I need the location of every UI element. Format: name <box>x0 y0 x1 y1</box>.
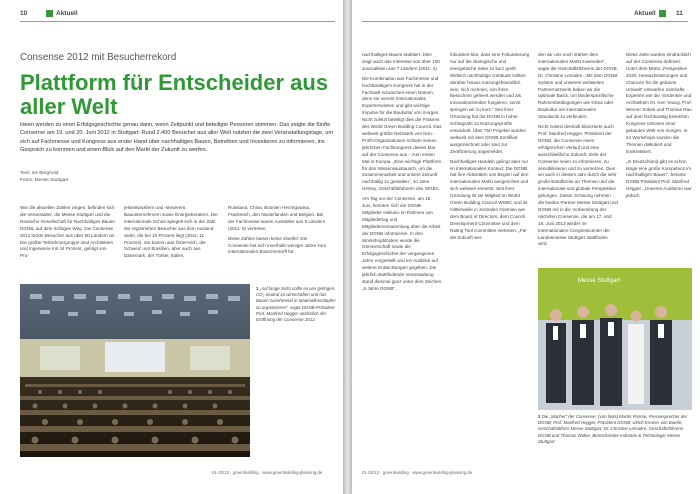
article-lead: Ideen werden zu einer Erfolgsgeschichte genau dann, wenn Zeitpunkt und beteiligte Personen stimmen. Das zeigte die fünfte Consense am 19. und 20. Juni 2012 in Stuttgart: Rund 2.400 Besucher aus aller Welt nutzten die zwei Veranstaltungstage, um sich auf Fachmesse und Kongress aus erster Hand über nachhaltiges Bauen, Betreiben und Investieren zu informieren, ins Gespräch zu kommen und einen Blick auf den Markt der Zukunft zu werfen. <box>20 122 334 154</box>
conference-hall-photo <box>20 284 250 457</box>
article-title: Plattform für Entscheider aus aller Welt <box>20 70 329 119</box>
body-paragraph: Diese Zahlen lassen keine Zweifel: Die Consense hat sich innerhalb weniger Jahre zum internationalen Branchentreff für <box>228 235 327 255</box>
page-footer-right: 01·02/13 · greenbuilding · www.greenbuilding-planning.de <box>362 470 473 475</box>
body-paragraph: nachhaltiges Bauen etabliert. Dies zeigt auch das Interesse von über 100 Journalisten aus 7 Ländern (2011: 4). <box>362 52 440 71</box>
body-column-4 <box>626 52 692 203</box>
section-label-right: Aktuell <box>634 10 666 17</box>
header-rule-right <box>362 21 688 22</box>
page-gutter <box>343 0 352 494</box>
credit-text: Text: Iris Berghold <box>20 171 59 176</box>
body-column-3 <box>538 52 618 251</box>
header-rule-left <box>20 21 335 22</box>
page-number-left: 10 <box>20 10 28 17</box>
left-page <box>0 0 343 494</box>
article-kicker: Consense 2012 mit Besucherrekord <box>20 52 177 63</box>
right-page <box>352 0 700 494</box>
body-paragraph: Am Tag vor der Consense, am 18. Juni, konnten sich die DGNB-Mitglieder exklusiv im Rahmen von Mitgliedertag und Mitgliederversammlung über die Arbeit der DGNB informieren. In drei Workshopblöcken wurde die Gemeinschaft sowie die Erfolgsgeschichte der vergangenen Jahre vorgestellt und ein Ausblick auf weitere Entwicklungen gegeben. Die jährlich stattfindende Veranstaltung stand diesmal ganz unter dem Zeichen „5 Jahre DGNB“. <box>362 196 442 291</box>
caption-text: „Auf lange Sicht sollte es uns gelingen, CO₂-neutral zu wirtschaften und das Bauen zunehmend in Materialkreisläufen zu organisieren“, sagte DGNB-Präsident Prof. Manfred Hegger anlässlich der Eröffnung der Consense 2012. <box>256 286 336 323</box>
body-paragraph: Nachhaltiges Handeln gelingt aber nur im internationalen Kontext. Die DGNB hat ihre Aktivitäten von Beginn auf den internationalen Markt ausgerichtet und sich weltweit vernetzt. Seit ihrer Gründung ist sie Mitglied im World Green Building Council WGBC und ist mittlerweile in zentralen Gremien wie dem Board of Directors, dem Council Development Committee und dem Rating Tool Committee vertreten. „Für die Zukunft wer- <box>450 158 529 240</box>
body-column-3 <box>228 205 328 259</box>
body-column-2 <box>450 52 530 244</box>
body-paragraph: Die Kombination aus Fachmesse und hochkarätigem Kongress hat in der Fachwelt inzwischen einen Namen, denn sie vereint Internationales Expertenwissen und gibt wichtige Impulse für die Baukultur von morgen. Nicht zuletzt beteiligt dies die Präsens des World Green Building Council. Das weltweit größte Netzwerk von Non-Profit-Organisationen richtete seinen jährlichen Fachkongress dieses Mal auf der Consense aus – zum ersten Mal in Europa. „Eine wichtige Plattform für den Wissensaustausch, um die Zusammenarbeit und unsere Zukunft nachhaltig zu gestalten“, so Jane Henley, Geschäftsführerin des WGBC. <box>362 75 442 192</box>
caption-number: 1 <box>256 286 259 291</box>
page-number-right: 11 <box>676 10 683 17</box>
body-paragraph: fokussiert klar, dass eine Fokussierung nur auf die ökologische und energetische Seite zu kurz greift. Wirklich nachhaltige Gebäude sollten darüber hinaus nutzungsfreundlich sein, sich rechnen, von ihren Besuchern gefeiert werden und als Innovationstreiber fungieren, sonst springen wir zu kurz.“ Seit ihrer Gründung hat die DGNB in hoher Schlagzahl 13 Nutzungsprofile entwickelt. Über 750 Projekte wurden weltweit mit dem DGNB Zertifikat ausgezeichnet oder sind zur Zertifizierung angemeldet. <box>450 52 530 154</box>
body-paragraph: Russland, China, Bosnien Herzegowina, Frankreich, den Niederlanden und Belgien. Bei der Fachmesse waren Aussteller aus 6 Ländern (2011: 5) vertreten. <box>228 205 326 231</box>
photo-sign-text: Messe Stuttgart <box>578 278 621 284</box>
caption-text: Die „Macher“ der Consense: (von links) Martin Prüsse, Pressesprecher der DGNB; Prof. Manfred Hegger, Präsident DGNB; Ulrich Kromer von Baerle, Geschäftsführer Messe Stuttgart; Dr. Christine Lemaitre, Geschäftsführerin DGNB und Thomas Walter, Bereichsleiter Industrie & Technologie Messe Stuttgart <box>538 414 688 444</box>
group-photo <box>538 268 692 410</box>
credit-photo: Fotos: Messe Stuttgart <box>20 178 69 183</box>
body-column-1: Wie die aktuellen Zahlen zeigen, befinden sich die Veranstalter, die Messe Stuttgart und die Deutsche Gesellschaft für Nachhaltiges Bauen DGNB, auf dem richtigen Weg. Die Consense 2012 lockte Besucher aus über 50 Ländern an. Die größte Teilnehmergruppe sind Architekten und Ingenieure mit 44 Prozent, gefolgt von Pro- <box>20 205 116 259</box>
body-paragraph: Nicht zuletzt deshalb bilanzierte auch Prof. Manfred Hegger, Präsident der DGNB, die Consense einen erfolgreichen Verlauf und eine ausschließliche Zukunft. Ziele der Consense seien zu informieren, zu sensibilisieren und zu vernetzen. Dies sei auch in diesem Jahr durch die sehr große Bandbreite an Themen und die internationale und globale Perspektive gelungen. Dieser Schwung nehmen die beiden Partner Messe Stuttgart und DGNB mit in die Vorbereitung der nächsten Consense, die am 17. und 18. Juni 2013 wieder im Internationalen Congresscenter der Landesmesse Stuttgart stattfinden wird. <box>538 124 618 247</box>
caption-number: 2 <box>538 414 541 419</box>
article-credits <box>20 170 68 184</box>
section-label-left: Aktuell <box>46 10 78 17</box>
section-marker-icon <box>659 10 666 17</box>
page-footer-left: 01·02/13 · greenbuilding · www.greenbuilding-planning.de <box>212 470 323 475</box>
body-paragraph: „In Deutschland gibt es schon lange eine große Kompetenz im nachhaltigen Bauen“, betonte DGNB Präsident Prof. Manfred Hegger. „Unseren Auditoren war jedoch <box>626 158 692 199</box>
photo-caption-1 <box>256 286 336 323</box>
photo-caption-2 <box>538 414 692 445</box>
body-paragraph: Diese Ziele wurden eindrücklich auf der Consense definiert: Unter dem Motto „Perspektive 2020: Herausforderungen und Chancen für die gebaute Umwelt“ entwarfen namhafte Experten wie die Vordenker und Architekten Dr. Ken Yeang, Prof. Werner Sobek und Thomas Rau auf dem hochkarätig besetzten Kongress Visionen einer gebauten Welt von morgen. In 24 Workshops wurden die Themen diskutiert und konkretisiert. <box>626 52 692 154</box>
section-marker-icon <box>46 10 53 17</box>
body-column-1 <box>362 52 442 296</box>
body-column-2: jektentwicklern und -steuerern, Bauunternehmern sowie Energieberatern. Der internationale Schub spiegelt sich in der Zahl der registrierten Besucher aus dem Ausland wider, die bei 10 Prozent liegt (2011: 11 Prozent). Sie kamen aus Österreich, der Schweiz und Brasilien, aber auch aus Dänemark, der Türkei, Italien, <box>124 205 218 259</box>
body-paragraph: den wir uns noch stärker dem internationalen Markt zuwenden“, sagte die Geschäftsführerin der DGNB Dr. Christine Lemaitre. „Mit dem DGNB System und unserem weltweiten Partnernetzwerk haben wir die optimale Basis, um länderspezifische Rahmenbedingungen wie Klima oder Baukultur mit internationalen Standards zu verbinden. <box>538 52 618 120</box>
